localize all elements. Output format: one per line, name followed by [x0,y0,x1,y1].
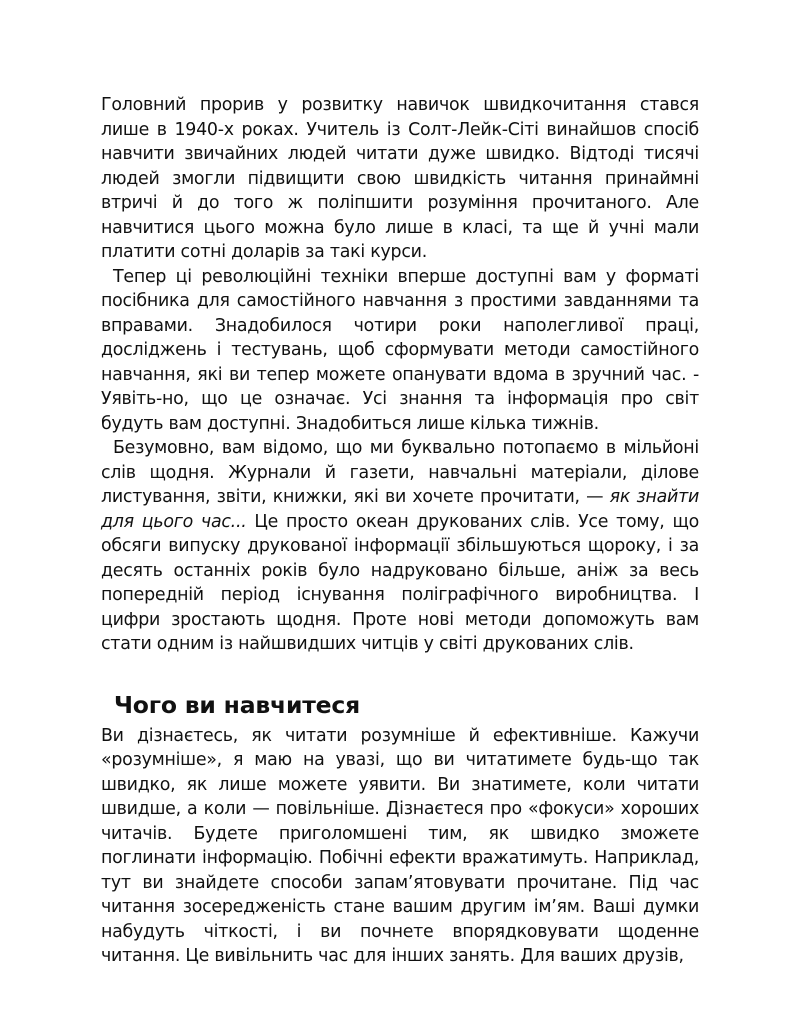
paragraph-what-you-learn: Ви дізнаєтесь, як читати розумніше й ефективніше. Кажучи «розумніше», я маю на увазі, що ви читатимете будь-що так швидко, як лише можете уявити. Ви знатимете, коли читати швидше, а коли — повільніше. Дізнаєтеся про «фокуси» хороших читачів. Будете приголомшені тим, як швидко зможете поглинати інформацію. Побічні ефекти вражатимуть. Наприклад, тут ви знайдете способи запам’ятовувати прочитане. Під час читання зосередженість стане вашим другим ім’ям. Ваші думки набудуть чіткості, і ви почнете впорядковувати щоденне читання. Це вивільнить час для інших занять. Для ваших друзів, [101,725,699,966]
paragraph-speed-reading-history: Головний прорив у розвитку навичок швидкочитання стався лише в 1940-х роках. Учитель із Солт-Лейк-Сіті винайшов спосіб навчити звичайних людей читати дуже швидко. Відтоді тисячі людей змогли підвищити свою швидкість читання принаймні втричі й до того ж поліпшити розуміння прочитаного. Але навчитися цього можна було лише в класі, та ще й учні мали платити сотні доларів за такі курси. [101,95,699,262]
paragraph-ocean-of-words-end: Це просто океан друкованих слів. Усе тому, що обсяги випуску друкованої інформації збільшуються щороку, і за десять останніх років було надруковано більше, аніж за весь попередній період існування поліграфічного виробництва. І цифри зростають щодня. Проте нові методи допоможуть вам стати одним із найшвидших читців у світі друкованих слів. [101,511,699,654]
paragraph-ocean-of-words-start: Безумовно, вам відомо, що ми буквально потопаємо в мільйоні слів щодня. Журнали й газети, навчальні матеріали, ділове листування, звіти, книжки, які ви хочете прочитати, — [101,438,699,507]
paragraph-self-study-techniques: Тепер ці революційні техніки вперше доступні вам у форматі посібника для самостійного навчання з простими завданнями та вправами. Знадобилося чотири роки наполегливої праці, досліджень і тестувань, щоб сформувати методи самостійного навчання, які ви тепер можете опанувати вдома в зручний час. - Уявіть-но, що це означає. Усі знання та інформація про світ будуть вам доступні. Знадобиться лише кілька тижнів. [101,266,699,434]
paragraph-ocean-of-words [101,436,699,657]
paragraph-ocean-of-words-italic: як знайти для цього час... [101,487,699,532]
section-heading: Чого ви навчитеся [114,690,361,719]
document-page [101,93,699,969]
